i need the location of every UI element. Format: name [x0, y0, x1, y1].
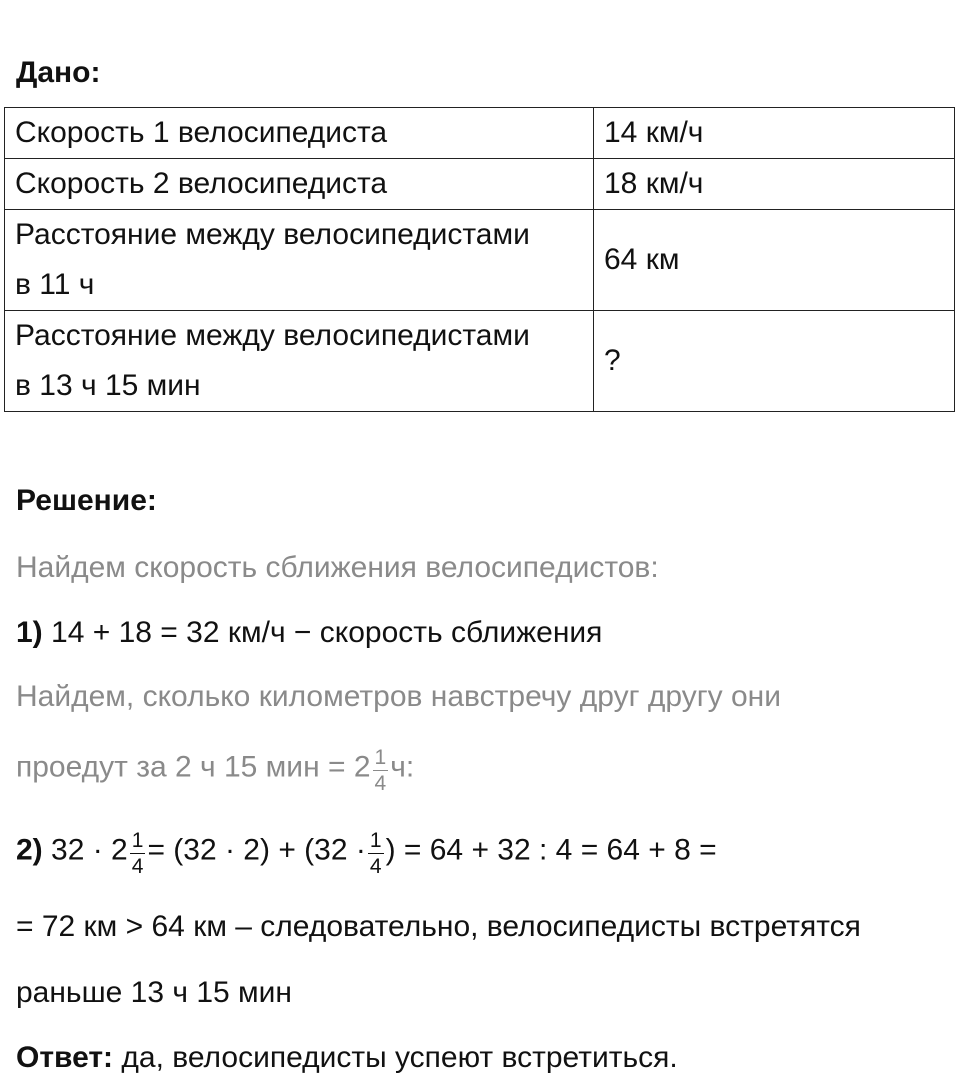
- solution-step-2-line-2: = 72 км > 64 км – следовательно, велосипедисты встретятся: [16, 910, 861, 943]
- table-cell-label: Скорость 1 велосипедиста: [5, 108, 594, 159]
- solution-heading: Решение:: [16, 484, 157, 517]
- solution-note-2-line-2: проедут за 2 ч 15 мин = 2 $\frac{1}{4}$ ч:: [16, 746, 415, 795]
- table-cell-label: Расстояние между велосипедистами в 13 ч 15 мин: [5, 311, 594, 412]
- solution-step-2-line-1: 2) 32 · 2 $\frac{1}{4}$ = (32 · 2) + (32 · $\frac{1}{4}$ ) = 64 + 32 : 4 = 64 + 8 =: [16, 829, 717, 878]
- table-cell-label: Расстояние между велосипедистами в 11 ч: [5, 210, 594, 311]
- fraction: $\frac{1}{4}$: [374, 746, 387, 795]
- answer-line: Ответ: да, велосипедисты успеют встретиться.: [16, 1041, 678, 1074]
- table-row: [5, 159, 955, 210]
- table-cell-value: 14 км/ч: [594, 108, 955, 159]
- solution-note-1: Найдем скорость сближения велосипедистов:: [16, 551, 659, 584]
- solution-step-1: 1) 14 + 18 = 32 км/ч − скорость сближения: [16, 616, 603, 649]
- table-cell-value: ?: [594, 311, 955, 412]
- solution-note-2-line-1: Найдем, сколько километров навстречу друг другу они: [16, 680, 781, 713]
- table-cell-label: Скорость 2 велосипедиста: [5, 159, 594, 210]
- table-cell-value: 64 км: [594, 210, 955, 311]
- given-table: [4, 107, 955, 412]
- table-row: [5, 311, 955, 412]
- fraction: $\frac{1}{4}$: [131, 829, 144, 878]
- table-row: [5, 210, 955, 311]
- table-row: [5, 108, 955, 159]
- given-heading: Дано:: [16, 56, 101, 89]
- fraction: $\frac{1}{4}$: [369, 829, 382, 878]
- solution-step-2-line-3: раньше 13 ч 15 мин: [16, 976, 292, 1009]
- table-cell-value: 18 км/ч: [594, 159, 955, 210]
